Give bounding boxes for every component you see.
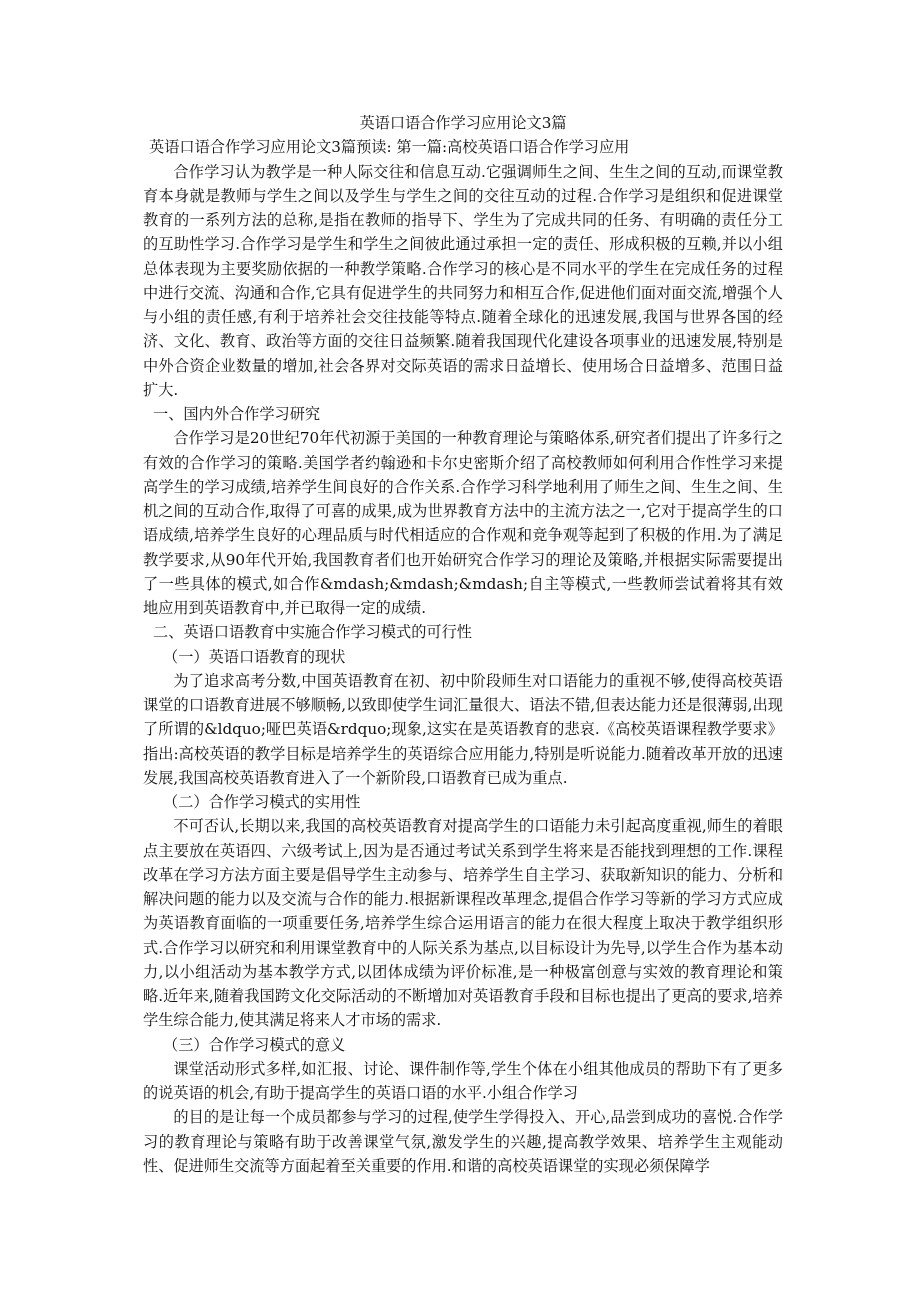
- paragraph-purpose: 的目的是让每一个成员都参与学习的过程,使学生学得投入、开心,品尝到成功的喜悦.合作学习的教育理论与策略有助于改善课堂气氛,激发学生的兴趣,提高教学效果、培养学生主观能动性、促进师生交流等方面起着至关重要的作用.和谐的高校英语课堂的实现必须保障学: [143, 1108, 783, 1175]
- section-heading-2: 二、英语口语教育中实施合作学习模式的可行性: [153, 623, 472, 642]
- paragraph-practicality: 不可否认,长期以来,我国的高校英语教育对提高学生的口语能力未引起高度重视,师生的着眼点主要放在英语四、六级考试上,因为是否通过考试关系到学生将来是否能找到理想的工作.课程改革在学习方法方面主要是倡导学生主动参与、培养学生自主学习、获取新知识的能力、分析和解决问题的能力以及交流与合作的能力.根据新课程改革理念,提倡合作学习等新的学习方式应成为英语教育面临的一项重要任务,培养学生综合运用语言的能力在很大程度上取决于教学组织形式.合作学习以研究和利用课堂教育中的人际关系为基点,以目标设计为先导,以学生合作为基本动力,以小组活动为基本教学方式,以团体成绩为评价标准,是一种极富创意与实效的教育理论和策略.近年来,随着我国跨文化交际活动的不断增加对英语教育手段和目标也提出了更高的要求,培养学生综合能力,使其满足将来人才市场的需求.: [143, 817, 783, 1030]
- subsection-heading-2-1: （一）英语口语教育的现状: [163, 647, 346, 666]
- paragraph-research: 合作学习是20世纪70年代初源于美国的一种教育理论与策略体系,研究者们提出了许多行之有效的合作学习的策略.美国学者约翰逊和卡尔史密斯介绍了高校教师如何利用合作性学习来提高学生的学习成绩,培养学生间良好的合作关系.合作学习科学地利用了师生之间、生生之间、生机之间的互动合作,取得了可喜的成果,成为世界教育方法中的主流方法之一,它对于提高学生的口语成绩,培养学生良好的心理品质与时代相适应的合作观和竞争观等起到了积极的作用.为了满足教学要求,从90年代开始,我国教育者们也开始研究合作学习的理论及策略,并根据实际需要提出了一些具体的模式,如合作&mdash;&mdash;&mdash;自主等模式,一些教师尝试着将其有效地应用到英语教育中,并已取得一定的成绩.: [143, 429, 783, 617]
- section-heading-1: 一、国内外合作学习研究: [153, 405, 321, 423]
- paragraph-significance: 课堂活动形式多样,如汇报、讨论、课件制作等,学生个体在小组其他成员的帮助下有了更多的说英语的机会,有助于提高学生的英语口语的水平.小组合作学习: [143, 1059, 783, 1102]
- paragraph-intro: 合作学习认为教学是一种人际交往和信息互动.它强调师生之间、生生之间的互动,而课堂教育本身就是教师与学生之间以及学生与学生之间的交往互动的过程.合作学习是组织和促进课堂教育的一系列方法的总称,是指在教师的指导下、学生为了完成共同的任务、有明确的责任分工的互助性学习.合作学习是学生和学生之间彼此通过承担一定的责任、形成积极的互赖,并以小组总体表现为主要奖励依据的一种教学策略.合作学习的核心是不同水平的学生在完成任务的过程中进行交流、沟通和合作,它具有促进学生的共同努力和相互合作,促进他们面对面交流,增强个人与小组的责任感,有利于培养社会交往技能等特点.随着全球化的迅速发展,我国与世界各国的经济、文化、教育、政治等方面的交往日益频繁.随着我国现代化建设各项事业的迅速发展,特别是中外合资企业数量的增加,社会各界对交际英语的需求日益增长、使用场合日益增多、范围日益扩大.: [143, 162, 783, 399]
- subsection-heading-2-2: （二）合作学习模式的实用性: [163, 793, 361, 811]
- subsection-heading-2-3: （三）合作学习模式的意义: [163, 1035, 346, 1054]
- document-body: [143, 111, 783, 1178]
- document-title: 英语口语合作学习应用论文3篇: [359, 114, 567, 132]
- document-subtitle: 英语口语合作学习应用论文3篇预读: 第一篇:高校英语口语合作学习应用: [149, 138, 630, 157]
- paragraph-status: 为了追求高考分数,中国英语教育在初、初中阶段师生对口语能力的重视不够,使得高校英语课堂的口语教育进展不够顺畅,以致即使学生词汇量很大、语法不错,但表达能力还是很薄弱,出现了所谓的&ldquo;哑巴英语&rdquo;现象,这实在是英语教育的悲哀.《高校英语课程教学要求》指出:高校英语的教学目标是培养学生的英语综合应用能力,特别是听说能力.随着改革开放的迅速发展,我国高校英语教育进入了一个新阶段,口语教育已成为重点.: [143, 671, 783, 787]
